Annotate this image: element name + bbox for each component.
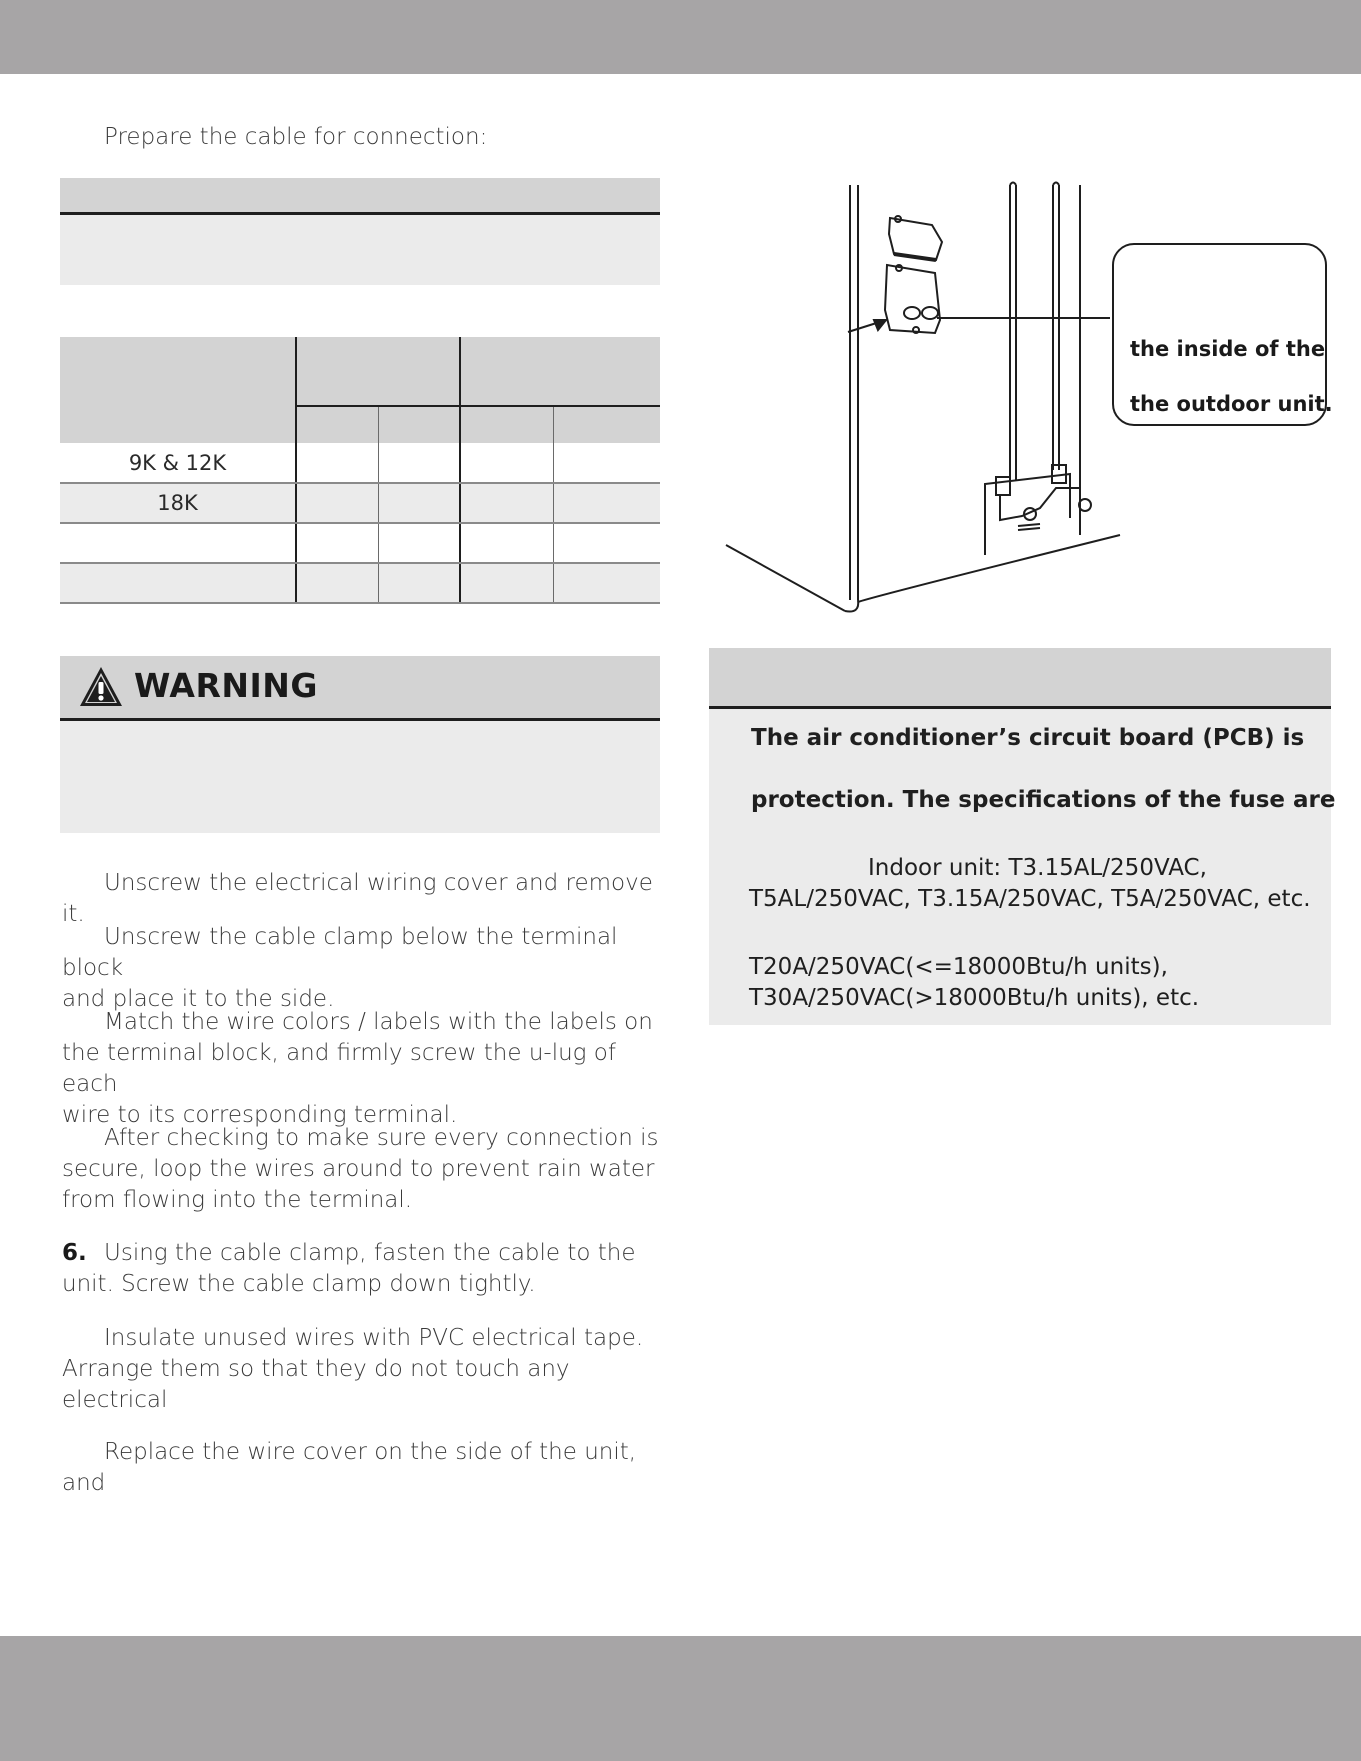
step-text: Unscrew the cable clamp below the terminal block (62, 924, 618, 981)
step-text: wire to its corresponding terminal. (62, 1102, 458, 1128)
wire-gauge-table (60, 337, 660, 604)
table-subheader-cell (378, 406, 460, 443)
step-text: Unscrew the electrical wiring cover and remove it. (62, 870, 653, 927)
table-cell (553, 563, 660, 603)
table-cell (296, 563, 378, 603)
table-cell-model: 9K & 12K (60, 443, 296, 483)
intro-text: Prepare the cable for connection: (104, 124, 488, 150)
table-header-row (60, 337, 660, 406)
table-row (60, 483, 660, 523)
table-cell (296, 523, 378, 563)
step-item (62, 922, 672, 1015)
step-text: After checking to make sure every connection is (104, 1125, 659, 1151)
table-cell-model: 18K (60, 483, 296, 523)
page-footer-band (0, 1636, 1361, 1761)
step-item (62, 1007, 672, 1131)
step-item (62, 1323, 672, 1416)
table-header-model (60, 337, 296, 443)
step-text: Arrange them so that they do not touch any electrical (62, 1356, 570, 1413)
table-row (60, 563, 660, 603)
step-text: Insulate unused wires with PVC electrical tape. (104, 1325, 644, 1351)
step-text: Using the cable clamp, fasten the cable to the (104, 1240, 636, 1266)
table-cell (296, 483, 378, 523)
note-box (60, 178, 660, 285)
table-cell (296, 443, 378, 483)
fuse-note-line: Indoor unit: T3.15AL/250VAC, (868, 855, 1207, 881)
step-item (62, 1238, 672, 1300)
table-cell (378, 523, 460, 563)
step-text: Replace the wire cover on the side of the unit, and (62, 1439, 637, 1496)
step-item (62, 868, 672, 930)
table-cell (553, 443, 660, 483)
fuse-note-header (709, 648, 1331, 709)
table-cell (460, 443, 553, 483)
table-cell (378, 443, 460, 483)
callout-line-1: the inside of the (1130, 337, 1326, 361)
step-text: unit. Screw the cable clamp down tightly. (62, 1271, 536, 1297)
table-cell (460, 523, 553, 563)
fuse-note-line: protection. The specifications of the fuse are (751, 787, 1336, 813)
table-cell (378, 483, 460, 523)
table-cell (553, 523, 660, 563)
fuse-note-box (709, 648, 1336, 1025)
table-row (60, 523, 660, 563)
warning-box (60, 656, 660, 833)
table-cell-model (60, 563, 296, 603)
warning-header (60, 656, 660, 721)
table-cell (460, 563, 553, 603)
fuse-note-line: T20A/250VAC(<=18000Btu/h units), (749, 954, 1168, 980)
warning-triangle-icon (78, 664, 124, 710)
table-header-group-2 (460, 337, 660, 406)
table-header-group-1 (296, 337, 460, 406)
table-row (60, 443, 660, 483)
table-subheader-cell (553, 406, 660, 443)
page-header-band (0, 0, 1361, 74)
table-cell-model (60, 523, 296, 563)
step-item (62, 1437, 672, 1499)
step-text: Match the wire colors / labels with the labels on (104, 1009, 653, 1035)
diagram-callout (1112, 243, 1333, 426)
fuse-note-line: T30A/250VAC(>18000Btu/h units), etc. (749, 985, 1200, 1011)
table-cell (460, 483, 553, 523)
step-text: and place it to the side. (62, 986, 335, 1012)
warning-title: WARNING (134, 666, 318, 705)
step-text: the terminal block, and firmly screw the u-lug of each (62, 1040, 616, 1097)
step-text: from flowing into the terminal. (62, 1187, 413, 1213)
step-number: 6. (62, 1240, 87, 1266)
fuse-note-line: T5AL/250VAC, T3.15A/250VAC, T5A/250VAC, etc. (749, 886, 1311, 912)
table-cell (378, 563, 460, 603)
note-box-header (60, 178, 660, 215)
table-cell (553, 483, 660, 523)
callout-line-2: the outdoor unit. (1130, 392, 1333, 416)
step-item (62, 1123, 672, 1216)
table-subheader-cell (296, 406, 378, 443)
fuse-note-line: The air conditioner’s circuit board (PCB) is (751, 725, 1305, 751)
table-subheader-cell (460, 406, 553, 443)
step-text: secure, loop the wires around to prevent rain water (62, 1156, 655, 1182)
